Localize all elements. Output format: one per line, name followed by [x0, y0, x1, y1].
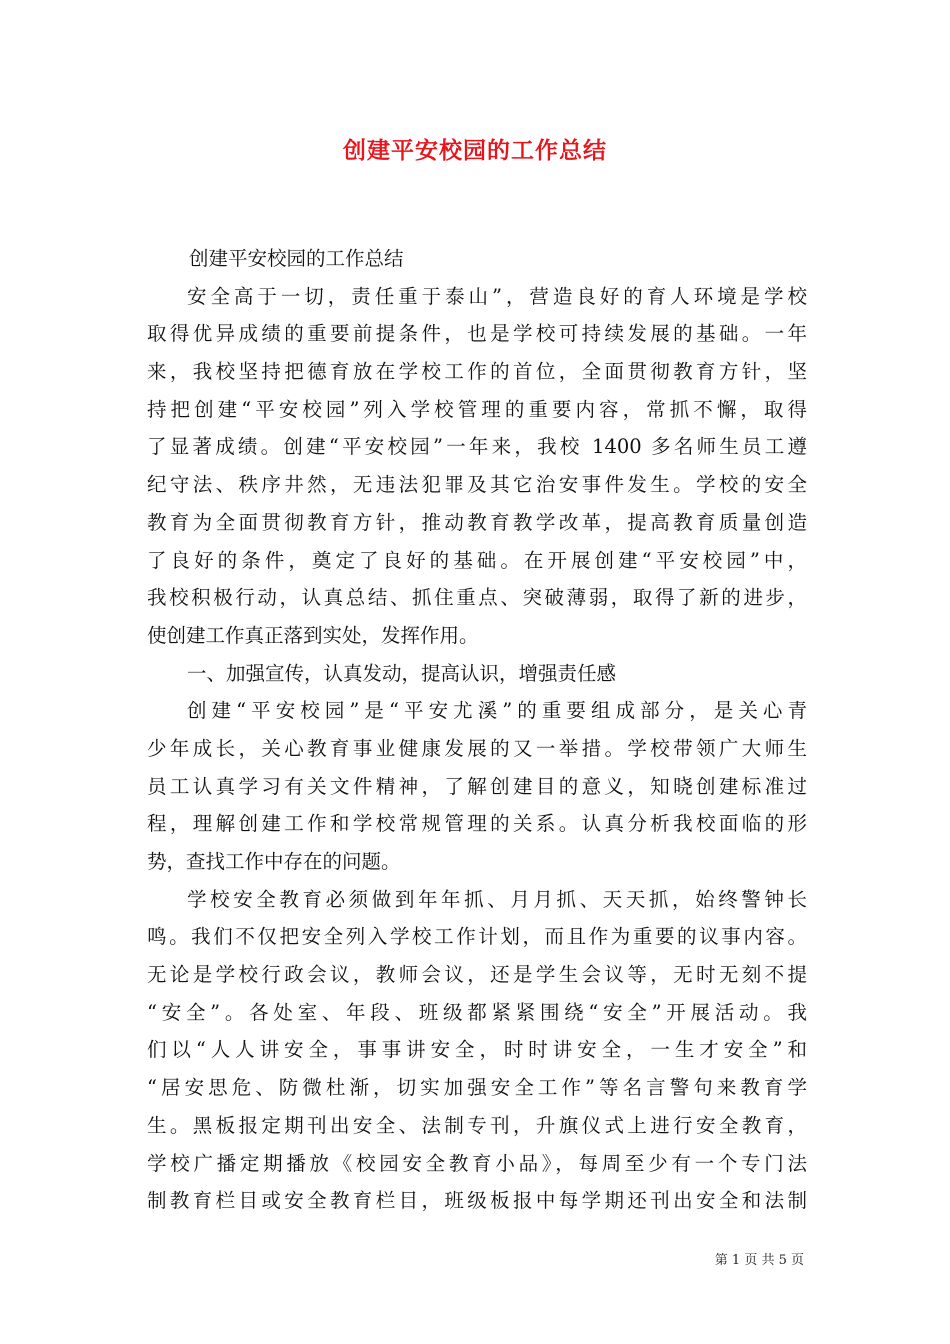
paragraph-line: 程，理解创建工作和学校常规管理的关系。认真分析我校面临的形: [147, 812, 807, 836]
paragraph-line: 无论是学校行政会议，教师会议，还是学生会议等，无时无刻不提: [147, 963, 807, 987]
paragraph-line: 鸣。我们不仅把安全列入学校工作计划，而且作为重要的议事内容。: [147, 925, 807, 949]
document-title: 创建平安校园的工作总结: [343, 137, 607, 164]
paragraph-line: “安全”。各处室、年段、班级都紧紧围绕“安全”开展活动。我: [147, 1000, 807, 1024]
paragraph-line: 员工认真学习有关文件精神，了解创建目的意义，知晓创建标准过: [147, 774, 807, 798]
paragraph-line: 制教育栏目或安全教育栏目，班级板报中每学期还刊出安全和法制: [147, 1189, 807, 1213]
paragraph-line: 们以“人人讲安全，事事讲安全，时时讲安全，一生才安全”和: [147, 1038, 807, 1062]
paragraph-line: 少年成长，关心教育事业健康发展的又一举措。学校带领广大师生: [147, 736, 807, 760]
paragraph-line: 学校安全教育必须做到年年抓、月月抓、天天抓，始终警钟长: [187, 887, 807, 911]
document-body: [147, 240, 807, 1220]
paragraph-line: 取得优异成绩的重要前提条件，也是学校可持续发展的基础。一年: [147, 322, 807, 346]
paragraph-line: 了良好的条件，奠定了良好的基础。在开展创建“平安校园”中，: [147, 548, 807, 572]
paragraph-line: 纪守法、秩序井然，无违法犯罪及其它治安事件发生。学校的安全: [147, 473, 807, 497]
paragraph-line: 生。黑板报定期刊出安全、法制专刊，升旗仪式上进行安全教育，: [147, 1113, 807, 1137]
paragraph-line: 我校积极行动，认真总结、抓住重点、突破薄弱，取得了新的进步，: [147, 586, 807, 610]
paragraph-line: 了显著成绩。创建“平安校园”一年来，我校 1400 多名师生员工遵: [147, 435, 807, 459]
paragraph-line: 来，我校坚持把德育放在学校工作的首位，全面贯彻教育方针，坚: [147, 360, 807, 384]
paragraph-line: 教育为全面贯彻教育方针，推动教育教学改革，提高教育质量创造: [147, 510, 807, 534]
paragraph-line: “居安思危、防微杜渐，切实加强安全工作”等名言警句来教育学: [147, 1076, 807, 1100]
paragraph-line: 安全高于一切，责任重于泰山”，营造良好的育人环境是学校: [187, 284, 807, 308]
paragraph-line: 持把创建“平安校园”列入学校管理的重要内容，常抓不懈，取得: [147, 397, 807, 421]
paragraph-line: 学校广播定期播放《校园安全教育小品》，每周至少有一个专门法: [147, 1151, 807, 1175]
section-heading: 一、加强宣传，认真发动，提高认识，增强责任感: [187, 661, 617, 685]
page-number: 第 1 页 共 5 页: [714, 1253, 804, 1268]
paragraph-line: 势，查找工作中存在的问题。: [147, 850, 401, 873]
subtitle-line: 创建平安校园的工作总结: [189, 247, 404, 270]
paragraph-line: 创建“平安校园”是“平安尤溪”的重要组成部分，是关心青: [187, 699, 807, 723]
paragraph-line: 使创建工作真正落到实处，发挥作用。: [147, 623, 479, 647]
